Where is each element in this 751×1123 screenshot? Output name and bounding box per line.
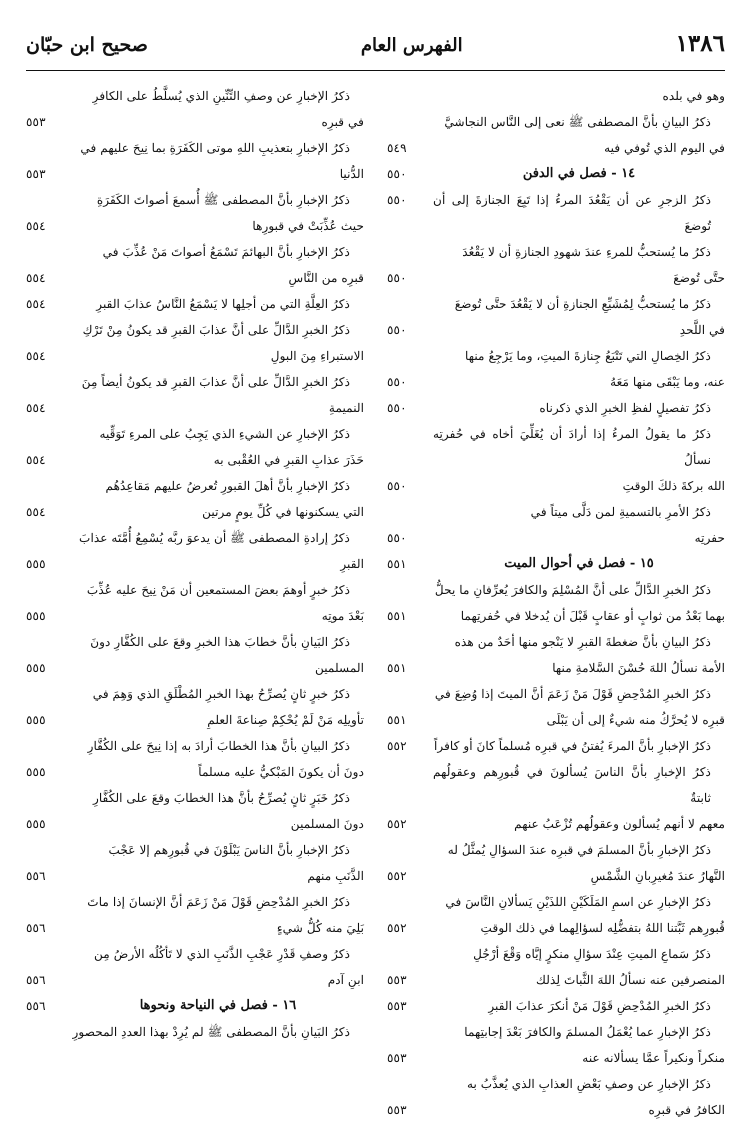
entry-page-number: ٥٥٣ [26,115,46,129]
entry-text: ذكرُ البَيانِ بأنَّ خطابَ هذا الخبرِ وقعَ على الكُفَّارِ دونَ [90,635,350,649]
entry-text: في اليوم الذي تُوفي فيه [604,141,725,155]
entry-text: قُبورِهم ثَبَّتنا اللهُ بتفضُّلِه لسؤالِهما في ذلك الوقتِ [480,921,725,935]
entry-page-number: ٥٥٠ [387,271,407,285]
entry-page-number: ٥٥٤ [26,401,46,415]
index-entry [387,1045,725,1071]
index-entry [387,837,725,863]
entry-text: ذكرُ الإخبارِ بأنَّ المصطفى ﷺ أُسمعَ أصواتَ الكَفَرَةِ [96,193,350,207]
index-entry [26,733,364,759]
entry-page-number: ٥٥٥ [26,817,46,831]
entry-page-number: ٥٥٤ [26,219,46,233]
entry-text: في اللَّحدِ [679,323,725,337]
entry-page-number: ٥٥٦ [26,869,46,883]
index-entry [387,83,725,109]
entry-text: حتَّى تُوضعَ [673,271,725,285]
section-heading [387,161,725,187]
right-column [387,83,725,1123]
entry-page-number: ٥٥٣ [387,973,407,987]
index-columns [26,83,725,1123]
entry-page-number: ٥٥٤ [26,453,46,467]
page-header [26,30,725,71]
index-entry [387,967,725,993]
index-entry [387,369,725,395]
index-entry [26,915,364,941]
entry-text: تأويلِه مَنْ لَمْ يُحْكِمْ صِناعةَ العلمِ [207,713,364,727]
entry-text: دونَ المسلمين [290,817,364,831]
entry-page-number: ٥٥٥ [26,557,46,571]
index-entry [26,343,364,369]
index-entry [26,707,364,733]
entry-page-number: ٥٥٥ [26,713,46,727]
entry-page-number: ٥٥٥ [26,661,46,675]
index-entry [387,811,725,837]
entry-text: التي يسكنونها في كُلِّ يومٍ مرتين [202,505,364,519]
entry-page-number: ٥٥٢ [387,869,407,883]
index-entry [26,239,364,265]
entry-text: ذكرُ الإخبارِ بأنَّ أهلَ القبورِ تُعرضُ عليهم مَقاعِدُهُم [105,479,350,493]
entry-text: عنه، وما يَبْقَى منها مَعَهُ [610,375,725,389]
entry-text: ذكرُ الإخبارِ عما يُعْمَلُ المسلمَ والكافرَ بَعْدَ إجابتِهما [464,1025,711,1039]
entry-text: ذكرُ خبرٍ ثانٍ يُصرِّحُ بهذا الخبرِ المُطْلَقِ الذي وَهِمَ في [92,687,350,701]
entry-text: ذكرُ البَيانِ بأنَّ المصطفى ﷺ لم يُرِدْ بهذا العددِ المحصورِ [72,1025,350,1039]
index-entry [387,317,725,343]
entry-text: ذكرُ خبرٍ أوهمَ بعضَ المستمعين أن مَنْ نِيحَ عليه عُذِّبَ [86,583,350,597]
entry-page-number: ٥٥٥ [26,609,46,623]
entry-page-number: ٥٥٦ [26,973,46,987]
index-entry [26,447,364,473]
entry-text: ذكرُ الخبرِ المُدْحِضِ قَوْلَ مَنْ أنكرَ عذابَ القبرِ [488,999,711,1013]
index-entry [26,967,364,993]
index-entry [26,1019,364,1045]
entry-text: ذكرُ ما يقولُ المرءُ إذا أرادَ أن يُغَلِّيَ أخاه في حُفرتِه نسألُ [433,427,711,467]
entry-page-number: ٥٥٤ [26,271,46,285]
index-entry [387,291,725,317]
entry-text: ذكرُ الزجرِ عن أن يَقْعُدَ المرءُ إذا تَبِعَ الجنازةَ إلى أن تُوضعَ [433,193,711,233]
entry-text: ذكرُ وصفِ قَدْرِ عَجْبِ الذَّنَبِ الذي لا تَأكُلُه الأرضُ مِن [94,947,350,961]
entry-text: ذكرُ ما يُستحبُّ لِمُشَيِّعِ الجنازةِ أن لا يَقْعُدَ حتَّى تُوضعَ [454,297,711,311]
entry-text: الكافرُ في قبرِه [648,1103,725,1117]
index-entry [387,707,725,733]
entry-text: ذكرُ الخبرِ الدَّالِّ على أنَّ عذابَ القبرِ قد يكونُ مِنْ تَرْكِ [82,323,350,337]
entry-page-number: ٥٥٤ [26,297,46,311]
entry-text: قبرِه من النَّاسِ [288,271,364,285]
index-entry [387,1097,725,1123]
entry-text: ذكرُ الإخبارِ بأنَّ البهائمَ تَسْمَعُ أصواتَ مَنْ عُذِّبَ في [102,245,350,259]
entry-text: الذَّنَبِ منهم [307,869,364,883]
index-entry [387,265,725,291]
entry-text: حَذَرَ عذابِ القبرِ في العُقْبى به [213,453,364,467]
entry-text: ذكرُ الخبرِ المُدْحِضِ قَوْلَ مَنْ زَعَمَ أنَّ الإنسانَ إذا ماتَ [87,895,350,909]
index-entry [387,993,725,1019]
entry-page-number: ٥٥٣ [26,167,46,181]
entry-text: ذكرُ البيانِ بأنَّ المصطفى ﷺ نعى إلى النَّاس النجاشيَّ [444,115,711,129]
entry-text: ١٤ - فصل في الدفن [522,166,636,181]
entry-text: قبرِه لا يُحرَّكُ منه شيءٌ إلى أن يَبْلَى [546,713,725,727]
entry-text: ذكرُ الخبرِ الدَّالِّ على أنَّ عذابَ القبرِ قد يكونُ أيضاً مِنَ [81,375,350,389]
entry-page-number: ٥٥٠ [387,531,407,545]
entry-text: ذكرُ الخبرِ الدَّالِّ على أنَّ المُسْلِمَ والكافرَ يُعرِّفانِ ما يحلُّ [434,583,711,597]
index-entry [26,187,364,213]
entry-page-number: ٥٥٠ [387,479,407,493]
entry-page-number: ٥٥٠ [387,401,407,415]
left-column [26,83,364,1123]
entry-page-number: ٥٥٠ [387,323,407,337]
index-entry [387,421,725,473]
index-entry [26,525,364,551]
index-entry [387,915,725,941]
entry-text: ذكرُ إرادةِ المصطفى ﷺ أن يدعوَ ربَّه يُسْمِعُ أُمَّتَه عذابَ [78,531,350,545]
entry-text: في قبرِه [321,115,364,129]
index-entry [26,655,364,681]
entry-page-number: ٥٥٦ [26,921,46,935]
index-entry [387,109,725,135]
index-entry [387,889,725,915]
index-entry [387,577,725,603]
entry-page-number: ٥٥٠ [387,375,407,389]
entry-page-number: ٥٥٢ [387,921,407,935]
index-entry [26,395,364,421]
entry-text: ذكرُ تفصيلٍ لفظِ الخبرِ الذي ذكرناه [539,401,711,415]
entry-text: ذكرُ الإخبارِ عن الشيءِ الذي يَجِبُ على المرءِ تَوَقِّيه [99,427,350,441]
index-entry [26,499,364,525]
entry-text: معهم لا أنهم يُسألون وعقولُهم تُزْعَبُ عنهم [514,817,725,831]
index-entry [26,213,364,239]
entry-text: ذكرُ الإخبارِ عن اسمِ المَلَكَيْنِ اللذَيْنِ يَسألانِ النَّاسَ في [445,895,711,909]
index-entry [26,603,364,629]
index-entry [387,629,725,655]
page-number: ١٣٨٦ [675,30,725,57]
entry-text: منكراً ونكيراً عمَّا يسألانه عنه [582,1051,725,1065]
index-entry [26,811,364,837]
index-entry [26,109,364,135]
index-entry [387,239,725,265]
index-entry [26,83,364,109]
section-heading [26,993,364,1019]
entry-text: ذكرُ الإخبارِ عن وصفِ بَعْضِ العذابِ الذي يُعذَّبُ به [466,1077,711,1091]
entry-page-number: ٥٥٢ [387,739,407,753]
index-entry [26,837,364,863]
index-entry [26,629,364,655]
book-title: صحيح ابن حبّان [26,34,148,56]
entry-page-number: ٥٥٠ [387,193,407,207]
section-heading [387,551,725,577]
entry-text: بهما بَعْدُ من ثوابٍ أو عقابٍ قَبْلَ أن يُدخلا في حُفرتِهما [460,609,725,623]
index-entry [26,369,364,395]
entry-text: بَعْدَ موتِه [321,609,364,623]
entry-text: ذكرُ العِلَّةِ التي من أجلِها لا يَسْمَعُ النَّاسُ عذابَ القبرِ [96,297,350,311]
entry-page-number: ٥٥٤ [26,505,46,519]
entry-page-number: ٥٥٣ [387,1103,407,1117]
entry-page-number: ٥٥١ [387,609,407,623]
entry-text: ذكرُ الإخبارِ بأنَّ الناسَ يُسألونَ في قُبورِهم وعقولُهم ثابتةٌ [433,765,711,805]
entry-text: الاستبراءِ مِنَ البولِ [270,349,364,363]
entry-text: المنصرفين عنه نسألُ اللهَ الثَّباتَ لِذلك [536,973,725,987]
index-entry [26,161,364,187]
page-title: الفهرس العام [360,35,463,56]
index-entry [26,551,364,577]
entry-text: ذكرُ البيانِ بأنَّ هذا الخطابَ أرادَ به إذا نِيحَ على الكُفَّارِ [87,739,350,753]
entry-text: ذكرُ الخبرِ المُدْحِضِ قَوْلَ مَنْ زَعَمَ أنَّ الميتَ إذا وُضِعَ في [434,687,711,701]
entry-page-number: ٥٤٩ [387,141,407,155]
entry-text: النميمةِ [328,401,364,415]
index-entry [387,603,725,629]
index-entry [387,655,725,681]
entry-text: ابنِ آدم [327,973,364,987]
entry-page-number: ٥٥٢ [387,817,407,831]
index-entry [387,733,725,759]
entry-text: ذكرُ الإخبارِ عن وصفِ التِّنِّينِ الذي يُسلَّطُ على الكافرِ [92,89,350,103]
index-entry [387,135,725,161]
entry-page-number: ٥٥٣ [387,1051,407,1065]
entry-text: ذكرُ ما يُستحبُّ للمرءِ عندَ شهودِ الجنازةِ أن لا يَقْعُدَ [462,245,711,259]
index-entry [26,785,364,811]
entry-text: النَّهارُ عندَ مُغيرِبانِ الشَّمْسِ [590,869,725,883]
entry-text: حيث عُذِّبَتْ في قبورِها [252,219,364,233]
index-entry [26,421,364,447]
entry-page-number: ٥٥٤ [26,349,46,363]
entry-text: ذكرُ الإخبارِ بتعذيبِ اللهِ موتى الكَفَرَةِ بما نِيحَ عليهم في [80,141,350,155]
index-entry [26,317,364,343]
entry-page-number: ٥٥١ [387,713,407,727]
entry-text: حفرتِه [694,531,725,545]
entry-text: ذكرُ خَبَرٍ ثانٍ يُصرِّحُ بأنَّ هذا الخطابَ وقعَ على الكُفَّارِ [92,791,350,805]
index-entry [387,1071,725,1097]
entry-page-number: ٥٥٣ [387,999,407,1013]
index-entry [387,863,725,889]
entry-text: ذكرُ الإخبارِ بأنَّ المرءَ يُفتنُ في قبرِه مُسلماً كانَ أو كافراً [434,739,711,753]
index-entry [26,473,364,499]
entry-text: الله بركةَ ذلكَ الوقتِ [622,479,725,493]
entry-text: الأمة نسألُ اللهَ حُسْنَ السَّلامةِ منها [552,661,725,675]
index-entry [26,265,364,291]
index-entry [26,577,364,603]
index-entry [387,941,725,967]
index-entry [387,759,725,811]
entry-text: ذكرُ الإخبارِ بأنَّ الناسَ يَبْلَوْنَ في قُبورِهم إلا عَجْبَ [108,843,350,857]
entry-page-number: ٥٥٦ [26,999,46,1013]
entry-text: وهو في بلده [662,89,725,103]
index-entry [26,681,364,707]
index-entry [26,863,364,889]
index-entry [387,1019,725,1045]
entry-text: بَلِيَ منه كُلُّ شيءٍ [276,921,364,935]
entry-text: ذكرُ الإخبارِ بأنَّ المسلمَ في قبرِه عندَ السؤالِ يُمثَّلُ له [447,843,711,857]
index-entry [387,473,725,499]
index-entry [26,759,364,785]
entry-text: القبرِ [340,557,364,571]
index-entry [387,187,725,239]
index-entry [26,291,364,317]
entry-text: دونَ أن يكونَ المَبْكيُّ عليه مسلماً [198,765,364,779]
index-entry [387,525,725,551]
index-entry [387,395,725,421]
entry-page-number: ٥٥١ [387,661,407,675]
index-entry [387,343,725,369]
entry-text: المسلمين [314,661,364,675]
entry-text: ١٦ - فصل في النياحة ونحوها [139,998,297,1013]
index-entry [26,941,364,967]
index-entry [26,135,364,161]
index-entry [26,889,364,915]
entry-text: ١٥ - فصل في أحوال الميت [504,556,654,571]
index-entry [387,499,725,525]
entry-text: الدُّنيا [339,167,364,181]
entry-text: ذكرُ سَماعِ الميتِ عِنْدَ سؤالِ منكرٍ إيَّاه وَقْعَ أرْجُلِ [473,947,711,961]
entry-text: ذكرُ الأمرِ بالتسميةِ لمن دَلَّى ميتاً في [530,505,711,519]
entry-page-number: ٥٥٥ [26,765,46,779]
entry-text: ذكرُ البيانِ بأنَّ ضغطةَ القبرِ لا يَنْجو منها أحَدٌ من هذه [454,635,711,649]
entry-page-number: ٥٥٠ [387,167,407,181]
entry-text: ذكرُ الخِصالِ التي تَتْبَعُ جِنازةَ الميتِ، وما يَرْجِعُ منها [465,349,711,363]
entry-page-number: ٥٥١ [387,557,407,571]
index-entry [387,681,725,707]
